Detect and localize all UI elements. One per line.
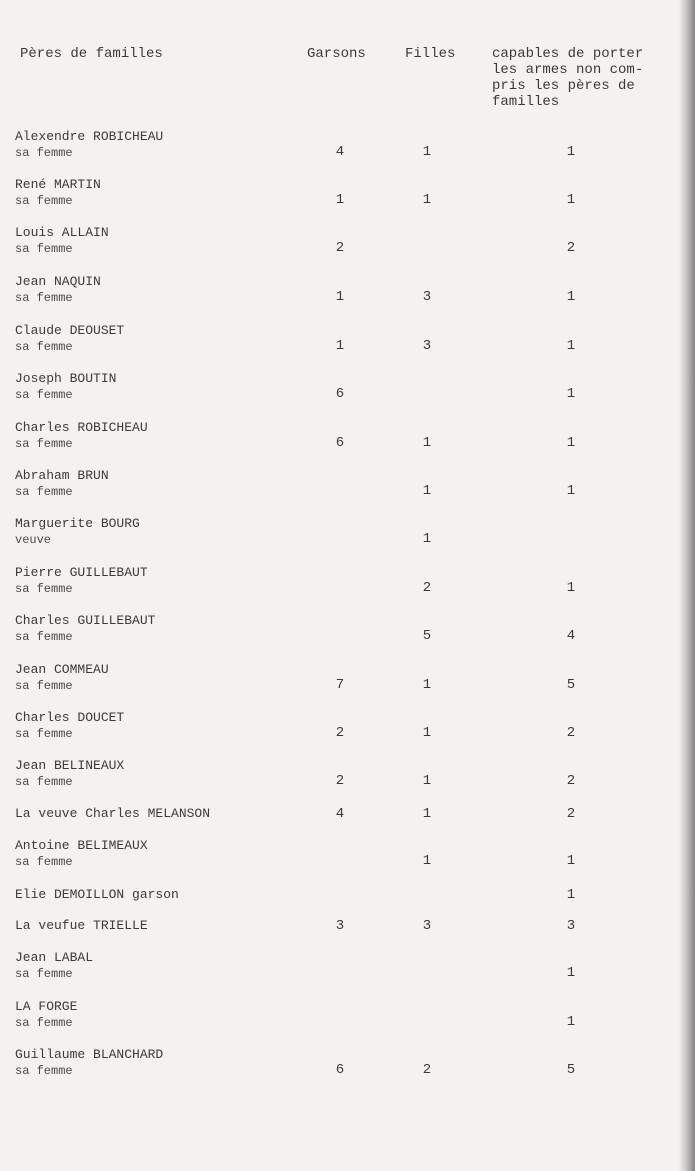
row-sub: sa femme	[15, 194, 73, 208]
table-row	[0, 468, 695, 512]
row-filles: 2	[422, 1062, 432, 1078]
table-row	[0, 129, 695, 173]
header-garcons: Garsons	[307, 46, 366, 62]
row-garcons: 2	[335, 773, 345, 789]
row-sub: veuve	[15, 533, 52, 547]
table-row	[0, 838, 695, 882]
row-name: Joseph BOUTIN	[15, 371, 117, 386]
row-capables: 1	[566, 338, 576, 354]
table-row	[0, 177, 695, 221]
table-row	[0, 662, 695, 706]
row-sub: sa femme	[15, 630, 73, 644]
header-capables: capables de porter les armes non com- pris les pères de familles	[492, 46, 644, 110]
row-filles: 2	[422, 580, 432, 596]
row-name: Alexendre ROBICHEAU	[15, 129, 164, 144]
row-garcons: 6	[335, 386, 345, 402]
row-name: Marguerite BOURG	[15, 516, 140, 531]
header-peres-de-familles: Pères de familles	[20, 46, 163, 62]
header-filles: Filles	[405, 46, 456, 62]
row-sub: sa femme	[15, 775, 73, 789]
row-name: Jean LABAL	[15, 950, 94, 965]
table-row	[0, 710, 695, 754]
row-filles: 1	[422, 677, 432, 693]
row-garcons: 1	[335, 289, 345, 305]
row-sub: sa femme	[15, 1064, 73, 1078]
row-sub: sa femme	[15, 679, 73, 693]
row-garcons: 1	[335, 192, 345, 208]
row-sub: sa femme	[15, 1016, 73, 1030]
row-capables: 1	[566, 192, 576, 208]
row-filles: 1	[422, 435, 432, 451]
row-filles: 1	[422, 531, 432, 547]
row-capables: 1	[566, 435, 576, 451]
row-capables: 1	[566, 144, 576, 160]
row-name: Claude DEOUSET	[15, 323, 125, 338]
row-filles: 3	[422, 289, 432, 305]
table-row	[0, 613, 695, 657]
row-capables: 2	[566, 240, 576, 256]
row-sub: sa femme	[15, 340, 73, 354]
table-row	[0, 516, 695, 560]
row-garcons: 2	[335, 725, 345, 741]
row-garcons: 6	[335, 435, 345, 451]
row-capables: 1	[566, 289, 576, 305]
row-capables: 1	[566, 965, 576, 981]
row-name: Charles DOUCET	[15, 710, 125, 725]
row-filles: 1	[422, 192, 432, 208]
row-filles: 1	[422, 853, 432, 869]
row-name: Louis ALLAIN	[15, 225, 109, 240]
row-name: La veuve Charles MELANSON	[15, 806, 211, 821]
row-name: Pierre GUILLEBAUT	[15, 565, 148, 580]
table-row	[0, 274, 695, 318]
row-garcons: 4	[335, 806, 345, 822]
row-name: Guillaume BLANCHARD	[15, 1047, 164, 1062]
row-capables: 5	[566, 677, 576, 693]
table-row	[0, 950, 695, 994]
row-garcons: 2	[335, 240, 345, 256]
row-filles: 3	[422, 338, 432, 354]
row-name: Elie DEMOILLON garson	[15, 887, 179, 902]
table-row	[0, 371, 695, 415]
row-name: LA FORGE	[15, 999, 78, 1014]
row-garcons: 4	[335, 144, 345, 160]
row-filles: 1	[422, 806, 432, 822]
row-capables: 1	[566, 580, 576, 596]
row-sub: sa femme	[15, 855, 73, 869]
row-capables: 2	[566, 725, 576, 741]
row-sub: sa femme	[15, 291, 73, 305]
row-capables: 1	[566, 386, 576, 402]
row-name: Abraham BRUN	[15, 468, 109, 483]
row-filles: 1	[422, 773, 432, 789]
table-row	[0, 225, 695, 269]
row-filles: 1	[422, 725, 432, 741]
row-garcons: 3	[335, 918, 345, 934]
row-sub: sa femme	[15, 388, 73, 402]
row-garcons: 6	[335, 1062, 345, 1078]
row-name: Jean NAQUIN	[15, 274, 101, 289]
row-name: La veufue TRIELLE	[15, 918, 148, 933]
table-row	[0, 1047, 695, 1091]
row-sub: sa femme	[15, 146, 73, 160]
row-sub: sa femme	[15, 485, 73, 499]
row-capables: 3	[566, 918, 576, 934]
row-capables: 4	[566, 628, 576, 644]
row-name: Antoine BELIMEAUX	[15, 838, 148, 853]
row-sub: sa femme	[15, 242, 73, 256]
table-row	[0, 565, 695, 609]
row-filles: 5	[422, 628, 432, 644]
row-garcons: 1	[335, 338, 345, 354]
table-row	[0, 999, 695, 1043]
row-name: René MARTIN	[15, 177, 101, 192]
row-capables: 1	[566, 887, 576, 903]
table-row	[0, 420, 695, 464]
table-row	[0, 758, 695, 802]
row-filles: 1	[422, 483, 432, 499]
row-capables: 1	[566, 853, 576, 869]
row-capables: 2	[566, 806, 576, 822]
row-filles: 3	[422, 918, 432, 934]
row-name: Jean COMMEAU	[15, 662, 109, 677]
row-capables: 2	[566, 773, 576, 789]
table-row	[0, 323, 695, 367]
row-sub: sa femme	[15, 727, 73, 741]
row-sub: sa femme	[15, 582, 73, 596]
row-name: Jean BELINEAUX	[15, 758, 125, 773]
row-capables: 1	[566, 483, 576, 499]
row-name: Charles GUILLEBAUT	[15, 613, 156, 628]
row-name: Charles ROBICHEAU	[15, 420, 148, 435]
row-garcons: 7	[335, 677, 345, 693]
row-capables: 5	[566, 1062, 576, 1078]
row-sub: sa femme	[15, 437, 73, 451]
row-filles: 1	[422, 144, 432, 160]
row-capables: 1	[566, 1014, 576, 1030]
row-sub: sa femme	[15, 967, 73, 981]
